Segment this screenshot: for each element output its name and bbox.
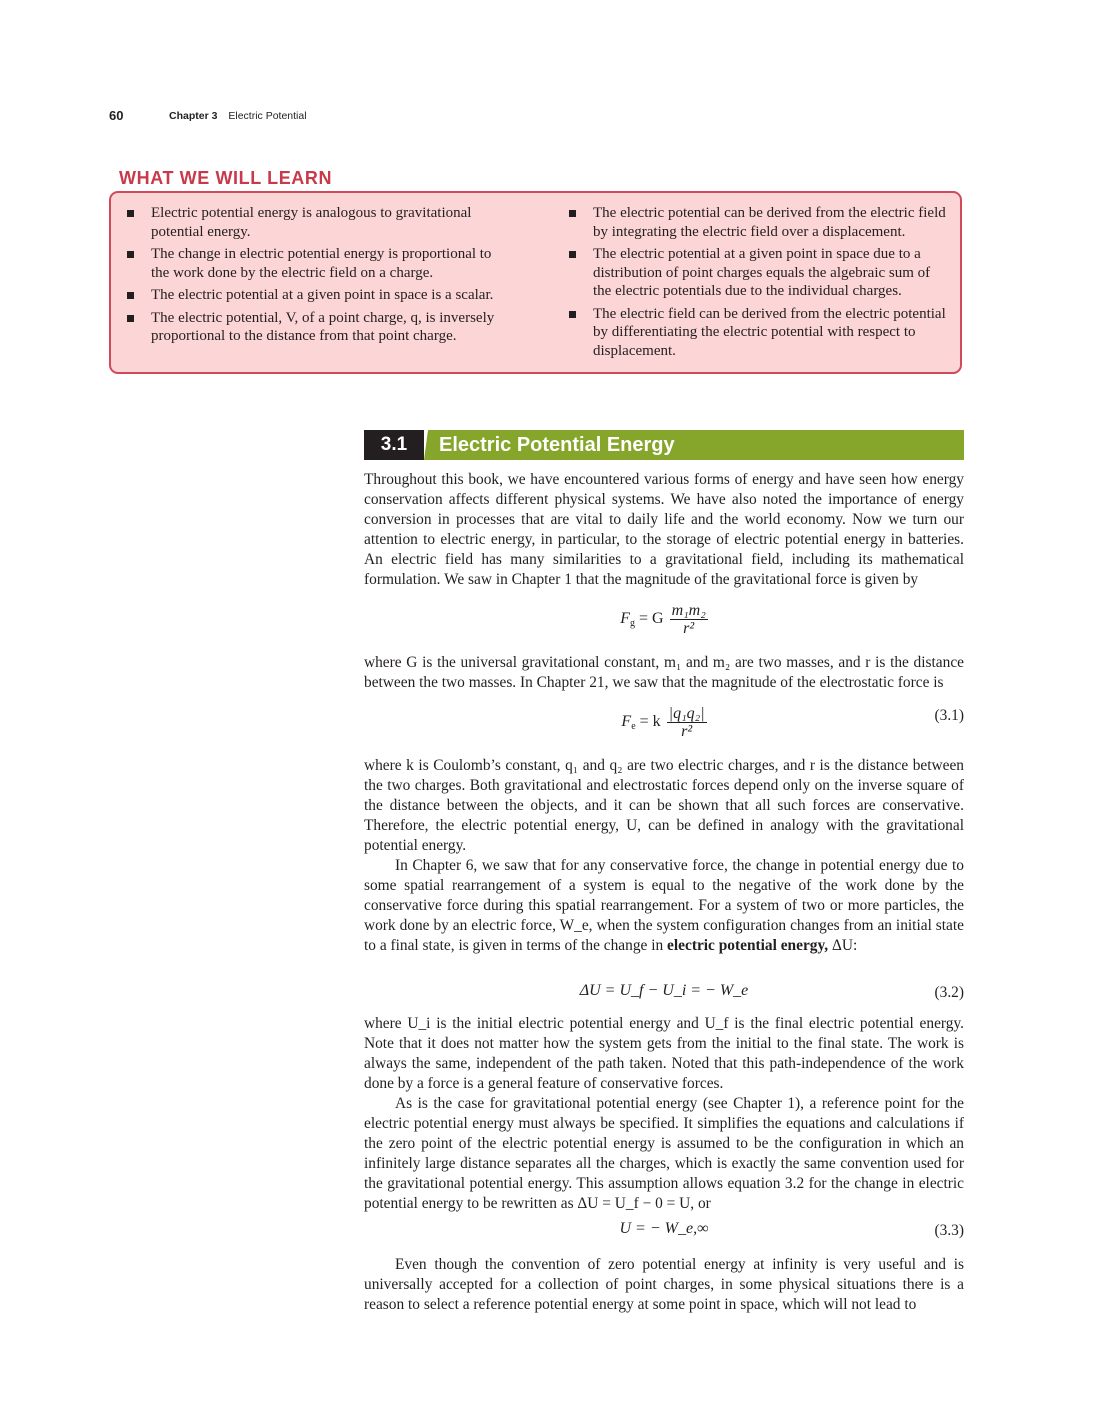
objective-text: The electric potential can be derived from the electric field by integrating the electric field over a displacement. [593,205,946,240]
running-head [169,110,307,122]
objective-item [565,204,949,241]
equation-expression: ΔU = U_f − U_i = − W_e [579,982,749,999]
bullet-icon [569,210,576,217]
key-term: electric potential energy, [667,937,829,954]
fraction-denominator: r² [683,620,695,637]
objective-text: The electric field can be derived from the electric potential by differentiating the electric potential with respect to displacement. [593,305,946,359]
section-number: 3.1 [364,430,424,460]
paragraph-reference-point: As is the case for gravitational potential energy (see Chapter 1), a reference point for the electric potential energy must always be specified. It simplifies the equations and calculations if the zero point of the electric potential energy is assumed to be the configuration in which an infinitely large distance separates all the charges, which is exactly the same convention used for the gravitational potential energy. This assumption allows equation 3.2 for the change in electric potential energy to be rewritten as ΔU = U_f − 0 = U, or [364,1095,964,1212]
section-heading [364,430,964,460]
equation-number: (3.2) [934,984,964,1001]
fraction-numerator: m₁m₂ [671,602,706,619]
objective-text: Electric potential energy is analogous to gravitational potential energy. [151,205,472,240]
objective-text: The change in electric potential energy is proportional to the work done by the electric field on a charge. [151,246,492,281]
objective-item [123,245,508,282]
equation-symbol: F [620,610,630,628]
objective-item [123,309,508,346]
objective-item [565,305,949,361]
paragraph-coulomb: where k is Coulomb’s constant, q₁ and q₂ are two electric charges, and r is the distance between the two charges. Both gravitational and electrostatic forces depend only on the inverse square of the distance between the objects, and it can be shown that all such forces are conservative. Therefore, the electric potential energy, U, can be defined in analogy with the gravitational potential energy. [364,757,964,854]
equation-subscript: g [629,618,635,630]
bullet-icon [127,292,134,299]
equation-3-1 [364,695,964,740]
chapter-label: Chapter 3 [169,110,218,122]
bullet-icon [127,251,134,258]
objective-item [565,245,949,301]
paragraph-zero-convention: Even though the convention of zero potential energy at infinity is very useful and is universally accepted for a collection of point charges, in some physical situations there is a reason to select a reference potential energy at some point in space, which will not lead to [364,1256,964,1313]
paragraph-text: In Chapter 6, we saw that for any conservative force, the change in potential energy due to some spatial rearrangement of a system is equal to the negative of the work done by the conservative force during this spatial rearrangement. For a system of two or more particles, the work done by an electric force, W_e, when the system configuration changes from an initial state to a final state, is given in terms of the change in [364,857,964,954]
learning-objectives-right-column [565,204,949,364]
learning-objectives-box [109,191,962,374]
equation-operator: = G [638,610,664,628]
bullet-icon [127,210,134,217]
fraction-numerator: |q₁q₂| [668,705,705,722]
objective-item [123,204,508,241]
chapter-title: Electric Potential [228,110,307,122]
equation-operator: = k [639,713,661,731]
bullet-icon [569,251,576,258]
equation-subscript: e [631,721,636,733]
equation-number: (3.3) [934,1222,964,1239]
paragraph-conservative-force [364,856,964,956]
paragraph-gravitational-constant: where G is the universal gravitational constant, m₁ and m₂ are two masses, and r is the distance between the two masses. In Chapter 21, we saw that the magnitude of the electrostatic force is [364,654,964,691]
equation-fraction [670,602,708,637]
equation-symbol: F [621,713,632,731]
section-title: Electric Potential Energy [439,434,675,456]
paragraph-text: ΔU: [832,937,858,954]
fraction-denominator: r² [681,723,693,740]
learning-objectives-left-column [123,204,508,350]
page-number: 60 [109,108,124,123]
equation-3-2 [364,972,964,1012]
objective-text: The electric potential at a given point in space is a scalar. [151,287,494,303]
objective-text: The electric potential at a given point in space due to a distribution of point charges equals the algebraic sum of the electric potentials due to the individual charges. [593,246,931,299]
equation-fraction [667,705,707,740]
paragraph-path-independence: where U_i is the initial electric potential energy and U_f is the final electric potential energy. Note that it does not matter how the system gets from the initial to the final state. The work is always the same, independent of the path taken. Noted that this path-independence of the work done by a force is a general feature of conservative forces. [364,1015,964,1092]
equation-expression: U = − W_e,∞ [619,1220,709,1237]
bullet-icon [569,311,576,318]
objective-text: The electric potential, V, of a point charge, q, is inversely proportional to the distance from that point charge. [151,309,495,344]
equation-number: (3.1) [934,707,964,724]
equation-3-3 [364,1210,964,1250]
learning-objectives-title: WHAT WE WILL LEARN [119,168,333,188]
equation-gravitational-force [364,592,964,637]
section-bar-notch [424,430,428,460]
objective-item [123,286,508,305]
paragraph-intro: Throughout this book, we have encountered various forms of energy and have seen how energy conservation affects different physical systems. We have also noted the importance of energy conversion in processes that are vital to daily life and the world economy. Now we turn our attention to electric energy, in particular, to the storage of electric potential energy in batteries. An electric field has many similarities to a gravitational field, including its mathematical formulation. We saw in Chapter 1 that the magnitude of the gravitational force is given by [364,471,964,588]
bullet-icon [127,315,134,322]
